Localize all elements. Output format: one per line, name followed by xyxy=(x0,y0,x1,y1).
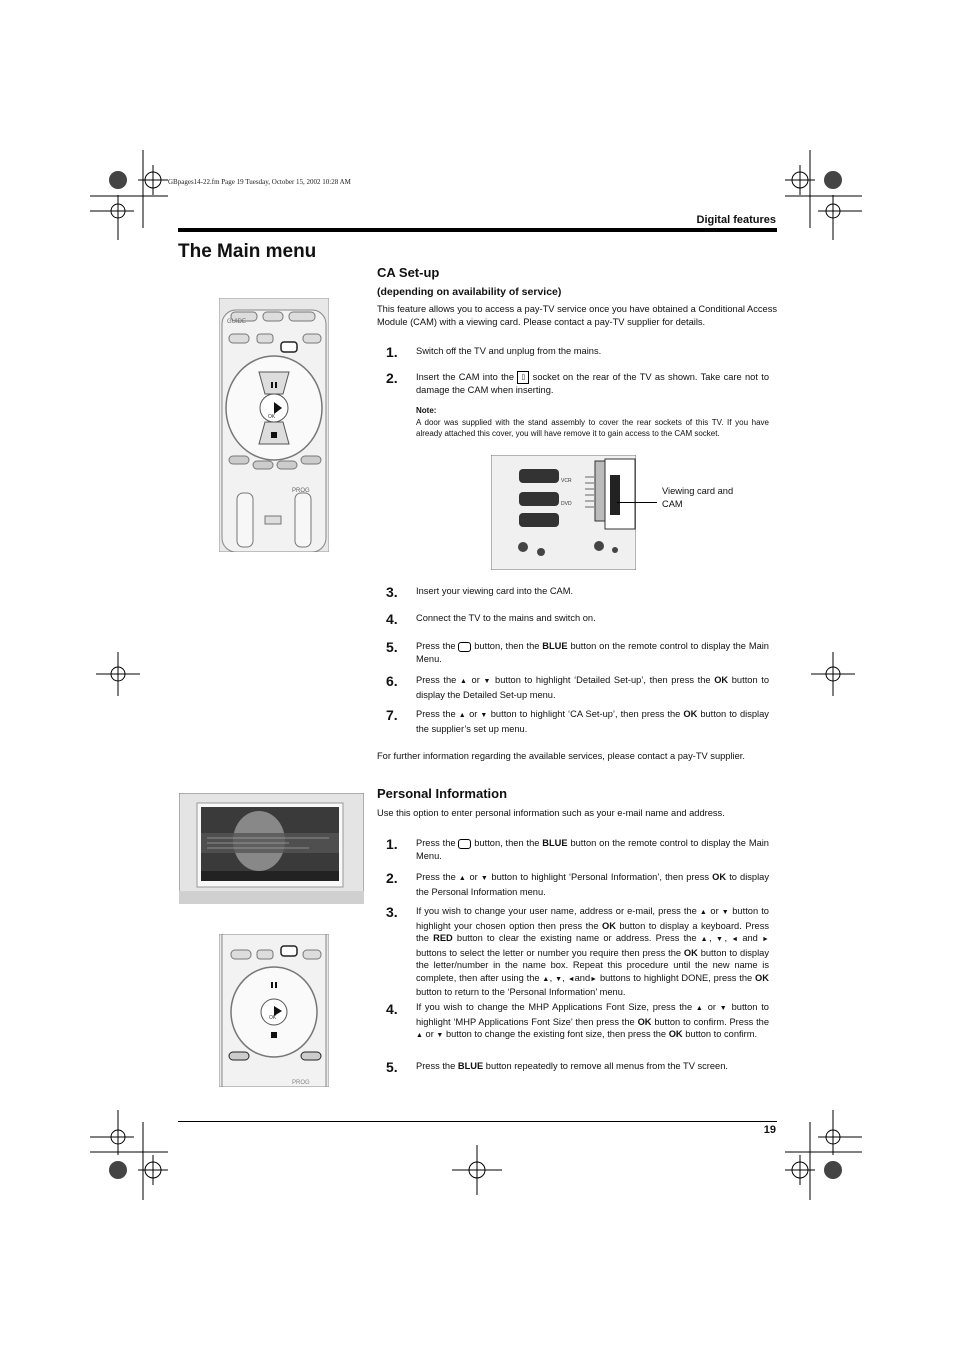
up-arrow-icon: ▲ xyxy=(700,936,710,943)
pi-step-4-number: 4. xyxy=(386,1001,398,1017)
personal-info-heading: Personal Information xyxy=(377,786,508,801)
svg-text:DVD: DVD xyxy=(561,501,572,507)
pi-step-4-text: If you wish to change the MHP Applications Font Size, press the ▲ or ▼ button to highlight ‘MHP Applications Font Size’ then press the OK button to confirm. Press the ▲ or ▼ button to change the existing font size, then press the OK button to confirm. xyxy=(416,1002,769,1039)
ca-step-1-number: 1. xyxy=(386,344,398,360)
up-arrow-icon: ▲ xyxy=(699,909,708,916)
viewing-card-callout: Viewing card and CAM xyxy=(662,486,734,509)
ca-step-1-text: Switch off the TV and unplug from the mains. xyxy=(416,346,602,356)
pi-step-3-number: 3. xyxy=(386,904,398,920)
note-heading: Note: xyxy=(416,406,437,415)
page-number: 19 xyxy=(763,1124,776,1136)
up-arrow-icon: ▲ xyxy=(416,1032,423,1039)
header-rule xyxy=(178,228,777,232)
left-arrow-icon: ◄ xyxy=(567,975,575,983)
ca-step-4-number: 4. xyxy=(386,611,398,627)
up-arrow-icon: ▲ xyxy=(542,975,550,983)
right-arrow-icon: ► xyxy=(762,936,769,943)
ca-step-6-number: 6. xyxy=(386,673,398,689)
down-arrow-icon: ▼ xyxy=(719,1005,728,1012)
remote-control-illustration-2 xyxy=(219,934,329,1087)
ca-step-6-text: Press the ▲ or ▼ button to highlight ‘Detailed Set-up’, then press the OK button to display the Detailed Set-up menu. xyxy=(416,675,769,700)
ca-step-4-text: Connect the TV to the mains and switch on. xyxy=(416,613,596,623)
down-arrow-icon: ▼ xyxy=(721,909,730,916)
svg-text:GUIDE: GUIDE xyxy=(227,319,247,325)
ca-step-3-text: Insert your viewing card into the CAM. xyxy=(416,586,574,596)
ca-setup-subheading: (depending on availability of service) xyxy=(377,286,562,298)
svg-text:PROG: PROG xyxy=(292,488,310,494)
pi-step-5-text: Press the BLUE button repeatedly to remove all menus from the TV screen. xyxy=(416,1061,728,1071)
svg-text:OK: OK xyxy=(269,1015,277,1021)
ca-step-3-number: 3. xyxy=(386,584,398,600)
tv-screen-image xyxy=(179,793,364,904)
left-arrow-icon: ◄ xyxy=(731,936,739,943)
up-arrow-icon: ▲ xyxy=(695,1005,704,1012)
up-arrow-icon: ▲ xyxy=(458,712,467,719)
note-text: A door was supplied with the stand assembly to cover the rear sockets of this TV. If you have already attached this cover, you will have remove it to gain access to the CAM socket. xyxy=(416,418,769,439)
ca-step-2-text: Insert the CAM into the ▯ socket on the rear of the TV as shown. Take care not to damage the CAM when inserting. xyxy=(416,372,770,396)
ca-step-5-text: Press the button, then the BLUE button on the remote control to display the Main Menu. xyxy=(416,641,769,664)
ca-setup-intro: This feature allows you to access a pay-TV service once you have obtained a Conditional Access Module (CAM) with a viewing card. Please contact a pay-TV supplier for details. xyxy=(377,304,777,327)
pi-step-3-text: If you wish to change your user name, address or e-mail, press the ▲ or ▼ button to highlight your chosen option then press the OK button to display a keyboard. Press the RED button to clear the existing name or address. Press the ▲, ▼, ◄ and ► buttons to select the letter or number you require then press the OK button to display the letter/number in the name box. Repeat this procedure until the new name is complete, then after using the ▲, ▼, ◄and► buttons to highlight DONE, press the OK button to return to the ‘Personal Information’ menu. xyxy=(416,906,770,997)
down-arrow-icon: ▼ xyxy=(480,875,489,882)
up-arrow-icon: ▲ xyxy=(458,875,467,882)
down-arrow-icon: ▼ xyxy=(480,712,488,719)
svg-text:VCR: VCR xyxy=(561,478,572,484)
pi-step-1-text: Press the button, then the BLUE button on the remote control to display the Main Menu. xyxy=(416,838,769,861)
down-arrow-icon: ▼ xyxy=(436,1032,444,1039)
ca-step-7-text: Press the ▲ or ▼ button to highlight ‘CA Set-up’, then press the OK button to display the supplier’s set up menu. xyxy=(416,709,769,734)
tv-rear-sockets-image xyxy=(491,455,636,570)
pi-step-2-text: Press the ▲ or ▼ button to highlight ‘Personal Information’, then press OK to display the Personal Information menu. xyxy=(416,872,769,897)
up-arrow-icon: ▲ xyxy=(459,678,468,685)
svg-text:OK: OK xyxy=(268,414,276,420)
callout-line xyxy=(617,502,657,503)
svg-text:PROG: PROG xyxy=(292,1080,310,1086)
page-title: The Main menu xyxy=(178,241,317,262)
down-arrow-icon: ▼ xyxy=(715,936,725,943)
menu-button-icon xyxy=(458,642,471,652)
ca-setup-heading: CA Set-up xyxy=(377,265,440,280)
section-header: Digital features xyxy=(696,214,776,226)
ca-step-2-number: 2. xyxy=(386,370,398,386)
down-arrow-icon: ▼ xyxy=(483,678,492,685)
personal-info-intro: Use this option to enter personal information such as your e-mail name and address. xyxy=(377,808,725,818)
pi-step-1-number: 1. xyxy=(386,836,398,852)
footer-rule xyxy=(178,1121,777,1122)
pi-step-5-number: 5. xyxy=(386,1059,398,1075)
remote-control-illustration xyxy=(219,298,329,552)
ca-step-7-number: 7. xyxy=(386,707,398,723)
pi-step-2-number: 2. xyxy=(386,870,398,886)
ca-setup-footer: For further information regarding the available services, please contact a pay-TV supplier. xyxy=(377,751,745,761)
right-arrow-icon: ► xyxy=(590,975,598,983)
down-arrow-icon: ▼ xyxy=(555,975,563,983)
ca-step-5-number: 5. xyxy=(386,639,398,655)
cam-socket-icon: ▯ xyxy=(517,371,529,384)
file-slug: GBpages14-22.fm Page 19 Tuesday, October 15, 2002 10:28 AM xyxy=(168,178,351,186)
menu-button-icon xyxy=(458,839,471,849)
